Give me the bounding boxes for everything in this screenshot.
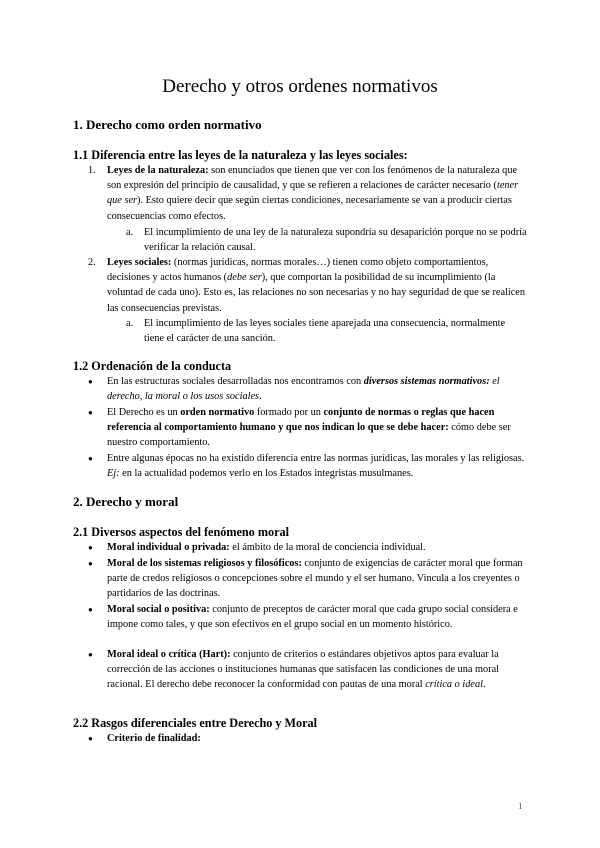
list-marker: a. <box>126 227 134 238</box>
item-text: Entre algunas épocas no ha existido diferencia entre las normas jurídicas, las morales y las religiosas. <box>107 453 525 464</box>
item-text: ). Esto quiere decir que según ciertas condiciones, necesariamente se van a producir ciertas consecuencias como efectos. <box>107 195 512 222</box>
section-1-2-heading: 1.2 Ordenación de la conducta <box>73 359 232 373</box>
bullet-icon: ● <box>88 377 93 386</box>
bullet-item <box>88 374 527 404</box>
list-marker: 1. <box>88 165 96 176</box>
item-bold-italic: diversos sistemas normativos: <box>363 376 490 387</box>
item-text: El incumplimiento de las leyes sociales tiene aparejada una consecuencia, normalmente tiene el carácter de una sanción. <box>144 318 506 345</box>
item-text: formado por un <box>254 407 324 418</box>
term-label: Moral social o positiva: <box>107 604 210 615</box>
item-text: el ámbito de la moral de conciencia individual. <box>229 542 426 553</box>
bullet-icon: ● <box>88 559 93 568</box>
term-label: Leyes de la naturaleza: <box>107 165 209 176</box>
bullet-item <box>88 405 527 451</box>
bullet-icon: ● <box>88 543 93 552</box>
bullet-item <box>88 556 527 602</box>
section-2-1-heading: 2.1 Diversos aspectos del fenómeno moral <box>73 525 289 539</box>
item-italic: tener que ser <box>107 180 519 207</box>
item-text: El Derecho es un <box>107 407 181 418</box>
document-title: Derecho y otros ordenes normativos <box>162 76 438 97</box>
item-italic: crítica o ideal <box>425 679 483 691</box>
item-italic: el derecho, la moral o los usos sociales <box>107 376 500 403</box>
item-bold: conjunto de normas o reglas que hacen referencia al comportamiento humano y que nos indican lo que se debe hacer: <box>107 407 495 434</box>
item-text: son enunciados que tienen que ver con los fenómenos de la naturaleza que son expresión del principio de causalidad, y que se refieren a relaciones de carácter necesario ( <box>107 165 518 192</box>
term-label: Moral individual o privada: <box>107 542 230 553</box>
list-item-leyes-naturaleza <box>88 163 527 224</box>
item-text: . <box>259 391 262 403</box>
bullet-icon: ● <box>88 650 93 659</box>
bullet-icon: ● <box>88 454 93 463</box>
item-text: conjunto de criterios o estándares objetivos aptos para evaluar la corrección de las acciones o instituciones humanas que satisfacen las condiciones de una moral racional. El derecho debe reconocer la conformidad con pautas de una moral <box>107 649 500 691</box>
section-2-heading: 2. Derecho y moral <box>73 494 179 509</box>
item-bold: orden normativo <box>180 407 255 418</box>
item-text: . <box>482 679 486 691</box>
term-label: Moral ideal o crítica (Hart): <box>107 649 231 660</box>
item-text: En las estructuras sociales desarrolladas nos encontramos con <box>107 376 364 387</box>
item-italic: debe ser <box>227 272 262 284</box>
section-1-1-heading: 1.1 Diferencia entre las leyes de la naturaleza y las leyes sociales: <box>73 148 408 162</box>
section-2-2-heading: 2.2 Rasgos diferenciales entre Derecho y Moral <box>73 716 318 730</box>
item-italic: Ej: <box>107 468 120 480</box>
bullet-item <box>88 540 527 555</box>
section-1-heading: 1. Derecho como orden normativo <box>73 117 262 132</box>
bullet-item <box>88 451 527 481</box>
list-item-leyes-sociales <box>88 255 527 316</box>
item-text: El incumplimiento de una ley de la naturaleza supondría su desaparición porque no se podría verificar la relación causal. <box>144 227 527 254</box>
term-label: Criterio de finalidad: <box>107 733 201 744</box>
bullet-icon: ● <box>88 734 93 743</box>
item-text: conjunto de exigencias de carácter moral que forman parte de credos religiosos o concepciones sobre el mundo y el ser humano. Vincula a los creyentes o partidarios de las doctrinas. <box>107 558 523 600</box>
item-text: conjunto de preceptos de carácter moral que cada grupo social considera e impone como tales, y que son efectivos en el grupo social en un momento histórico. <box>107 604 518 631</box>
term-label: Leyes sociales: <box>107 257 172 268</box>
item-text: (normas jurídicas, normas morales…) tienen como objeto comportamientos, decisiones y actos humanos ( <box>107 257 489 284</box>
bullet-item <box>88 731 527 746</box>
item-text: cómo debe ser nuestro comportamiento. <box>107 422 511 449</box>
bullet-item <box>88 602 527 632</box>
item-text: en la actualidad podemos verlo en los Estados integristas musulmanes. <box>119 468 414 480</box>
page-number: 1 <box>518 801 523 811</box>
sub-list-item <box>126 316 527 346</box>
bullet-icon: ● <box>88 408 93 417</box>
term-label: Moral de los sistemas religiosos y filosóficos: <box>107 558 302 569</box>
list-marker: a. <box>126 318 134 329</box>
bullet-item <box>88 647 527 693</box>
item-text: ), que comportan la posibilidad de su incumplimiento (la voluntad de cada uno). Esto es, las relaciones no son necesarias y no hay seguridad de que se realicen las consecuencias previstas. <box>107 272 526 314</box>
sub-list-item <box>126 225 527 255</box>
list-marker: 2. <box>88 257 96 268</box>
bullet-icon: ● <box>88 605 93 614</box>
